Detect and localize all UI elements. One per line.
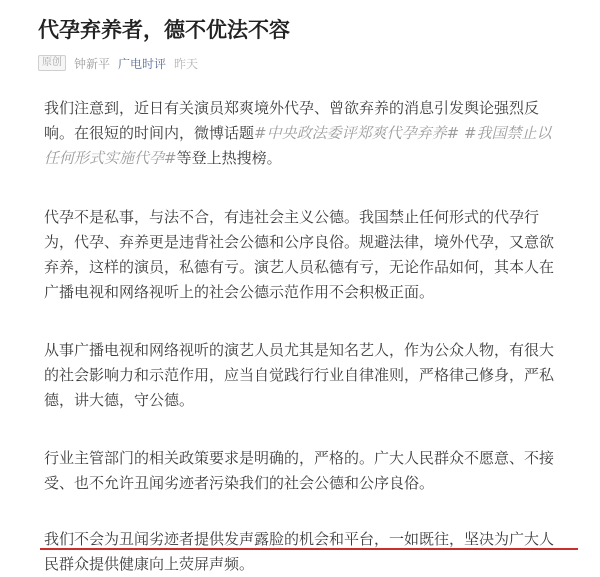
author-name: 钟新平 bbox=[74, 56, 111, 71]
paragraph-1-intro: 我们注意到，近日有关演员郑爽境外代孕、曾欲弃养的消息引发舆论强烈反响。在很短的时间内，微博话题 bbox=[44, 99, 540, 142]
article-title: 代孕弃养者，德不优法不容 bbox=[38, 18, 290, 42]
paragraph-2: 代孕不是私事，与法不合，有违社会主义公德。我国禁止任何形式的代孕行为，代孕、弃养更是违背社会公德和公序良俗。规避法律，境外代孕，又意欲弃养，这样的演员，私德有亏。演艺人员私德有亏，无论作品如何，其本人在广播电视和网络视听上的社会公德示范作用不会积极正面。 bbox=[44, 208, 555, 301]
article-meta bbox=[38, 55, 198, 71]
paragraph-1 bbox=[44, 96, 564, 171]
paragraph-3: 从事广播电视和网络视听的演艺人员尤其是知名艺人，作为公众人物，有很大的社会影响力和示范作用，应当自觉践行行业自律准则，严格律己修身，严私德，讲大德，守公德。 bbox=[44, 341, 555, 409]
publish-date: 昨天 bbox=[174, 56, 199, 71]
original-badge: 原创 bbox=[38, 55, 66, 71]
paragraph-4: 行业主管部门的相关政策要求是明确的，严格的。广大人民群众不愿意、不接受、也不允许丑闻劣迹者污染我们的社会公德和公序良俗。 bbox=[44, 449, 555, 492]
red-underline-mark bbox=[40, 548, 578, 550]
hashtag-link-1[interactable]: #中央政法委评郑爽代孕弃养# bbox=[254, 124, 460, 142]
paragraph-1-outro: 等登上热搜榜。 bbox=[176, 149, 282, 167]
account-link[interactable]: 广电时评 bbox=[118, 56, 167, 71]
paragraph-5: 我们不会为丑闻劣迹者提供发声露脸的机会和平台，一如既往，坚决为广大人民群众提供健康向上荧屏声频。 bbox=[44, 530, 555, 573]
hashtag-link-2[interactable]: #我国禁止以任何形式实施代孕# bbox=[44, 124, 552, 167]
